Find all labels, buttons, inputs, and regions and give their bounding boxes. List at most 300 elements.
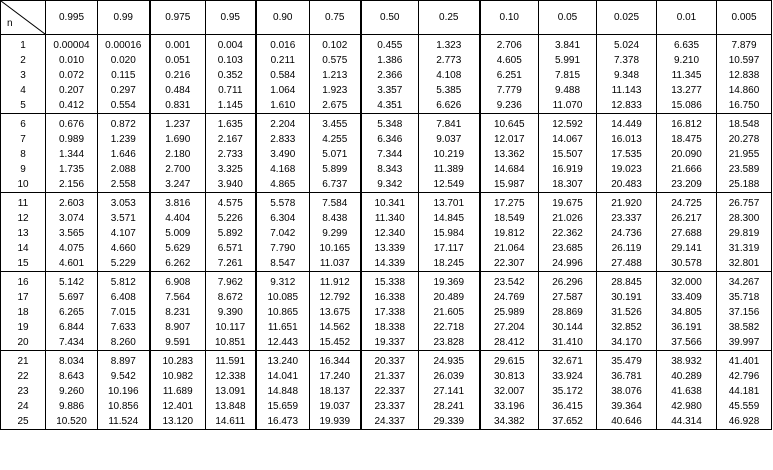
table-cell-value: 3.571 bbox=[98, 212, 150, 227]
table-cell-value: 8.897 bbox=[98, 350, 150, 369]
table-cell-value: 9.348 bbox=[597, 69, 657, 84]
table-cell-value: 8.672 bbox=[206, 291, 256, 306]
table-cell-value: 19.675 bbox=[539, 192, 597, 211]
table-cell-value: 19.037 bbox=[310, 399, 361, 414]
table-row bbox=[1, 162, 772, 177]
table-header bbox=[1, 1, 772, 35]
table-cell-value: 0.207 bbox=[46, 83, 98, 98]
table-cell-value: 0.211 bbox=[256, 54, 310, 69]
table-cell-value: 44.314 bbox=[657, 414, 717, 429]
table-cell-value: 10.341 bbox=[361, 192, 419, 211]
table-cell-value: 17.240 bbox=[310, 370, 361, 385]
table-cell-value: 44.181 bbox=[717, 385, 772, 400]
table-cell-value: 1.923 bbox=[310, 83, 361, 98]
table-cell-value: 14.860 bbox=[717, 83, 772, 98]
table-cell-value: 29.141 bbox=[657, 241, 717, 256]
table-cell-value: 16.473 bbox=[256, 414, 310, 429]
table-cell-value: 15.507 bbox=[539, 148, 597, 163]
column-header-probability: 0.975 bbox=[150, 1, 206, 35]
table-cell-value: 14.449 bbox=[597, 113, 657, 132]
table-cell-value: 2.603 bbox=[46, 192, 98, 211]
table-cell-value: 24.935 bbox=[419, 350, 480, 369]
table-row bbox=[1, 385, 772, 400]
n-label: n bbox=[7, 18, 13, 29]
row-degrees-of-freedom: 20 bbox=[1, 335, 46, 350]
table-cell-value: 1.646 bbox=[98, 148, 150, 163]
table-cell-value: 7.779 bbox=[480, 83, 539, 98]
table-cell-value: 4.865 bbox=[256, 177, 310, 192]
table-cell-value: 19.337 bbox=[361, 335, 419, 350]
table-cell-value: 6.908 bbox=[150, 271, 206, 290]
table-cell-value: 13.362 bbox=[480, 148, 539, 163]
table-cell-value: 10.219 bbox=[419, 148, 480, 163]
table-cell-value: 27.204 bbox=[480, 320, 539, 335]
table-cell-value: 6.251 bbox=[480, 69, 539, 84]
table-cell-value: 0.216 bbox=[150, 69, 206, 84]
table-cell-value: 9.299 bbox=[310, 227, 361, 242]
table-cell-value: 12.017 bbox=[480, 133, 539, 148]
table-cell-value: 5.024 bbox=[597, 35, 657, 54]
table-cell-value: 34.805 bbox=[657, 306, 717, 321]
table-cell-value: 32.671 bbox=[539, 350, 597, 369]
table-cell-value: 31.410 bbox=[539, 335, 597, 350]
table-cell-value: 30.813 bbox=[480, 370, 539, 385]
row-degrees-of-freedom: 11 bbox=[1, 192, 46, 211]
table-cell-value: 0.016 bbox=[256, 35, 310, 54]
table-cell-value: 2.700 bbox=[150, 162, 206, 177]
table-cell-value: 36.415 bbox=[539, 399, 597, 414]
table-cell-value: 10.865 bbox=[256, 306, 310, 321]
table-cell-value: 17.535 bbox=[597, 148, 657, 163]
column-header-probability: 0.005 bbox=[717, 1, 772, 35]
table-cell-value: 2.833 bbox=[256, 133, 310, 148]
table-cell-value: 14.611 bbox=[206, 414, 256, 429]
table-cell-value: 7.879 bbox=[717, 35, 772, 54]
table-cell-value: 6.635 bbox=[657, 35, 717, 54]
table-cell-value: 3.816 bbox=[150, 192, 206, 211]
table-cell-value: 4.075 bbox=[46, 241, 98, 256]
row-degrees-of-freedom: 17 bbox=[1, 291, 46, 306]
table-cell-value: 19.939 bbox=[310, 414, 361, 429]
table-cell-value: 7.015 bbox=[98, 306, 150, 321]
table-cell-value: 19.369 bbox=[419, 271, 480, 290]
column-header-probability: 0.99 bbox=[98, 1, 150, 35]
row-degrees-of-freedom: 5 bbox=[1, 98, 46, 113]
table-cell-value: 8.643 bbox=[46, 370, 98, 385]
table-cell-value: 15.086 bbox=[657, 98, 717, 113]
table-cell-value: 1.735 bbox=[46, 162, 98, 177]
column-header-probability: 0.75 bbox=[310, 1, 361, 35]
table-cell-value: 14.339 bbox=[361, 256, 419, 271]
table-cell-value: 21.064 bbox=[480, 241, 539, 256]
table-cell-value: 13.277 bbox=[657, 83, 717, 98]
table-cell-value: 28.869 bbox=[539, 306, 597, 321]
table-cell-value: 24.736 bbox=[597, 227, 657, 242]
table-row bbox=[1, 54, 772, 69]
table-cell-value: 8.907 bbox=[150, 320, 206, 335]
table-cell-value: 42.980 bbox=[657, 399, 717, 414]
table-cell-value: 12.549 bbox=[419, 177, 480, 192]
table-cell-value: 16.750 bbox=[717, 98, 772, 113]
table-cell-value: 13.240 bbox=[256, 350, 310, 369]
table-cell-value: 4.660 bbox=[98, 241, 150, 256]
table-cell-value: 5.071 bbox=[310, 148, 361, 163]
table-cell-value: 28.300 bbox=[717, 212, 772, 227]
table-cell-value: 4.351 bbox=[361, 98, 419, 113]
row-degrees-of-freedom: 23 bbox=[1, 385, 46, 400]
table-cell-value: 4.575 bbox=[206, 192, 256, 211]
table-cell-value: 15.452 bbox=[310, 335, 361, 350]
table-cell-value: 24.769 bbox=[480, 291, 539, 306]
table-cell-value: 10.165 bbox=[310, 241, 361, 256]
table-cell-value: 10.520 bbox=[46, 414, 98, 429]
table-cell-value: 3.841 bbox=[539, 35, 597, 54]
table-cell-value: 11.389 bbox=[419, 162, 480, 177]
table-cell-value: 19.023 bbox=[597, 162, 657, 177]
table-cell-value: 22.337 bbox=[361, 385, 419, 400]
table-cell-value: 3.325 bbox=[206, 162, 256, 177]
table-cell-value: 7.261 bbox=[206, 256, 256, 271]
table-cell-value: 1.145 bbox=[206, 98, 256, 113]
table-cell-value: 0.575 bbox=[310, 54, 361, 69]
table-cell-value: 13.339 bbox=[361, 241, 419, 256]
row-degrees-of-freedom: 4 bbox=[1, 83, 46, 98]
table-cell-value: 15.987 bbox=[480, 177, 539, 192]
table-cell-value: 5.009 bbox=[150, 227, 206, 242]
table-cell-value: 40.646 bbox=[597, 414, 657, 429]
table-cell-value: 0.676 bbox=[46, 113, 98, 132]
table-cell-value: 14.684 bbox=[480, 162, 539, 177]
table-cell-value: 3.357 bbox=[361, 83, 419, 98]
table-cell-value: 2.558 bbox=[98, 177, 150, 192]
table-cell-value: 23.828 bbox=[419, 335, 480, 350]
table-row bbox=[1, 133, 772, 148]
table-cell-value: 1.344 bbox=[46, 148, 98, 163]
table-row bbox=[1, 83, 772, 98]
header-row bbox=[1, 1, 772, 35]
column-header-probability: 0.05 bbox=[539, 1, 597, 35]
table-cell-value: 5.226 bbox=[206, 212, 256, 227]
table-cell-value: 9.542 bbox=[98, 370, 150, 385]
table-cell-value: 42.796 bbox=[717, 370, 772, 385]
table-cell-value: 26.119 bbox=[597, 241, 657, 256]
table-cell-value: 5.348 bbox=[361, 113, 419, 132]
table-cell-value: 6.571 bbox=[206, 241, 256, 256]
table-cell-value: 7.633 bbox=[98, 320, 150, 335]
table-cell-value: 27.587 bbox=[539, 291, 597, 306]
table-cell-value: 41.638 bbox=[657, 385, 717, 400]
table-cell-value: 13.848 bbox=[206, 399, 256, 414]
column-header-probability: 0.025 bbox=[597, 1, 657, 35]
table-cell-value: 1.323 bbox=[419, 35, 480, 54]
table-cell-value: 28.412 bbox=[480, 335, 539, 350]
table-cell-value: 20.278 bbox=[717, 133, 772, 148]
table-cell-value: 28.241 bbox=[419, 399, 480, 414]
table-cell-value: 26.757 bbox=[717, 192, 772, 211]
table-cell-value: 33.409 bbox=[657, 291, 717, 306]
table-cell-value: 2.180 bbox=[150, 148, 206, 163]
table-cell-value: 18.137 bbox=[310, 385, 361, 400]
table-cell-value: 6.408 bbox=[98, 291, 150, 306]
table-cell-value: 35.479 bbox=[597, 350, 657, 369]
table-cell-value: 23.685 bbox=[539, 241, 597, 256]
table-cell-value: 23.209 bbox=[657, 177, 717, 192]
column-header-probability: 0.50 bbox=[361, 1, 419, 35]
table-cell-value: 39.997 bbox=[717, 335, 772, 350]
table-row bbox=[1, 335, 772, 350]
table-cell-value: 26.217 bbox=[657, 212, 717, 227]
table-cell-value: 38.582 bbox=[717, 320, 772, 335]
table-cell-value: 37.156 bbox=[717, 306, 772, 321]
table-cell-value: 45.559 bbox=[717, 399, 772, 414]
table-cell-value: 21.026 bbox=[539, 212, 597, 227]
table-cell-value: 4.605 bbox=[480, 54, 539, 69]
table-cell-value: 12.838 bbox=[717, 69, 772, 84]
table-cell-value: 4.601 bbox=[46, 256, 98, 271]
row-degrees-of-freedom: 22 bbox=[1, 370, 46, 385]
table-cell-value: 11.651 bbox=[256, 320, 310, 335]
column-header-probability: 0.90 bbox=[256, 1, 310, 35]
table-row bbox=[1, 320, 772, 335]
table-cell-value: 9.312 bbox=[256, 271, 310, 290]
table-cell-value: 5.899 bbox=[310, 162, 361, 177]
row-degrees-of-freedom: 13 bbox=[1, 227, 46, 242]
table-cell-value: 10.597 bbox=[717, 54, 772, 69]
table-cell-value: 7.344 bbox=[361, 148, 419, 163]
table-cell-value: 6.844 bbox=[46, 320, 98, 335]
table-cell-value: 16.013 bbox=[597, 133, 657, 148]
table-cell-value: 0.352 bbox=[206, 69, 256, 84]
table-row bbox=[1, 291, 772, 306]
table-cell-value: 14.067 bbox=[539, 133, 597, 148]
row-degrees-of-freedom: 2 bbox=[1, 54, 46, 69]
table-cell-value: 3.455 bbox=[310, 113, 361, 132]
row-degrees-of-freedom: 18 bbox=[1, 306, 46, 321]
table-cell-value: 18.549 bbox=[480, 212, 539, 227]
row-degrees-of-freedom: 12 bbox=[1, 212, 46, 227]
table-cell-value: 5.991 bbox=[539, 54, 597, 69]
table-cell-value: 16.344 bbox=[310, 350, 361, 369]
table-cell-value: 22.718 bbox=[419, 320, 480, 335]
table-cell-value: 0.115 bbox=[98, 69, 150, 84]
table-row bbox=[1, 370, 772, 385]
table-cell-value: 6.626 bbox=[419, 98, 480, 113]
table-cell-value: 4.404 bbox=[150, 212, 206, 227]
table-cell-value: 24.725 bbox=[657, 192, 717, 211]
table-cell-value: 9.342 bbox=[361, 177, 419, 192]
table-cell-value: 8.034 bbox=[46, 350, 98, 369]
table-cell-value: 0.00004 bbox=[46, 35, 98, 54]
table-row bbox=[1, 350, 772, 369]
table-cell-value: 12.792 bbox=[310, 291, 361, 306]
table-cell-value: 32.852 bbox=[597, 320, 657, 335]
table-cell-value: 22.362 bbox=[539, 227, 597, 242]
table-row bbox=[1, 113, 772, 132]
table-cell-value: 14.845 bbox=[419, 212, 480, 227]
table-cell-value: 3.490 bbox=[256, 148, 310, 163]
table-cell-value: 3.247 bbox=[150, 177, 206, 192]
table-cell-value: 27.488 bbox=[597, 256, 657, 271]
table-cell-value: 17.338 bbox=[361, 306, 419, 321]
column-header-probability: 0.95 bbox=[206, 1, 256, 35]
table-cell-value: 18.245 bbox=[419, 256, 480, 271]
row-degrees-of-freedom: 9 bbox=[1, 162, 46, 177]
table-row bbox=[1, 414, 772, 429]
table-cell-value: 9.210 bbox=[657, 54, 717, 69]
table-cell-value: 10.982 bbox=[150, 370, 206, 385]
table-cell-value: 6.262 bbox=[150, 256, 206, 271]
corner-cell bbox=[1, 1, 46, 35]
table-cell-value: 9.236 bbox=[480, 98, 539, 113]
table-cell-value: 0.711 bbox=[206, 83, 256, 98]
table-cell-value: 0.004 bbox=[206, 35, 256, 54]
row-degrees-of-freedom: 10 bbox=[1, 177, 46, 192]
table-cell-value: 0.010 bbox=[46, 54, 98, 69]
table-cell-value: 9.037 bbox=[419, 133, 480, 148]
table-cell-value: 33.924 bbox=[539, 370, 597, 385]
table-cell-value: 11.037 bbox=[310, 256, 361, 271]
table-cell-value: 23.337 bbox=[361, 399, 419, 414]
table-cell-value: 37.566 bbox=[657, 335, 717, 350]
table-cell-value: 18.548 bbox=[717, 113, 772, 132]
table-cell-value: 13.701 bbox=[419, 192, 480, 211]
row-degrees-of-freedom: 25 bbox=[1, 414, 46, 429]
table-cell-value: 10.283 bbox=[150, 350, 206, 369]
table-cell-value: 15.338 bbox=[361, 271, 419, 290]
table-cell-value: 7.042 bbox=[256, 227, 310, 242]
table-row bbox=[1, 177, 772, 192]
table-cell-value: 2.733 bbox=[206, 148, 256, 163]
table-row bbox=[1, 271, 772, 290]
table-cell-value: 11.070 bbox=[539, 98, 597, 113]
row-degrees-of-freedom: 6 bbox=[1, 113, 46, 132]
table-cell-value: 9.488 bbox=[539, 83, 597, 98]
table-cell-value: 5.629 bbox=[150, 241, 206, 256]
table-cell-value: 15.659 bbox=[256, 399, 310, 414]
table-cell-value: 8.260 bbox=[98, 335, 150, 350]
table-cell-value: 0.872 bbox=[98, 113, 150, 132]
table-cell-value: 25.188 bbox=[717, 177, 772, 192]
table-cell-value: 21.605 bbox=[419, 306, 480, 321]
table-cell-value: 23.589 bbox=[717, 162, 772, 177]
table-cell-value: 28.845 bbox=[597, 271, 657, 290]
table-cell-value: 8.438 bbox=[310, 212, 361, 227]
table-cell-value: 18.307 bbox=[539, 177, 597, 192]
table-cell-value: 12.592 bbox=[539, 113, 597, 132]
table-cell-value: 31.319 bbox=[717, 241, 772, 256]
table-cell-value: 37.652 bbox=[539, 414, 597, 429]
row-degrees-of-freedom: 24 bbox=[1, 399, 46, 414]
table-cell-value: 0.455 bbox=[361, 35, 419, 54]
table-cell-value: 0.00016 bbox=[98, 35, 150, 54]
table-cell-value: 0.831 bbox=[150, 98, 206, 113]
table-cell-value: 14.848 bbox=[256, 385, 310, 400]
table-cell-value: 10.645 bbox=[480, 113, 539, 132]
table-cell-value: 21.920 bbox=[597, 192, 657, 211]
table-cell-value: 4.168 bbox=[256, 162, 310, 177]
table-cell-value: 7.815 bbox=[539, 69, 597, 84]
table-cell-value: 1.064 bbox=[256, 83, 310, 98]
table-cell-value: 38.932 bbox=[657, 350, 717, 369]
table-cell-value: 39.364 bbox=[597, 399, 657, 414]
table-cell-value: 30.144 bbox=[539, 320, 597, 335]
table-cell-value: 5.892 bbox=[206, 227, 256, 242]
table-cell-value: 2.366 bbox=[361, 69, 419, 84]
table-cell-value: 2.706 bbox=[480, 35, 539, 54]
table-cell-value: 0.297 bbox=[98, 83, 150, 98]
table-cell-value: 17.275 bbox=[480, 192, 539, 211]
table-cell-value: 13.091 bbox=[206, 385, 256, 400]
table-cell-value: 32.007 bbox=[480, 385, 539, 400]
table-row bbox=[1, 399, 772, 414]
table-cell-value: 34.267 bbox=[717, 271, 772, 290]
table-cell-value: 7.790 bbox=[256, 241, 310, 256]
column-header-probability: 0.10 bbox=[480, 1, 539, 35]
table-cell-value: 1.635 bbox=[206, 113, 256, 132]
table-cell-value: 11.591 bbox=[206, 350, 256, 369]
table-cell-value: 0.051 bbox=[150, 54, 206, 69]
table-cell-value: 7.962 bbox=[206, 271, 256, 290]
table-cell-value: 21.337 bbox=[361, 370, 419, 385]
table-cell-value: 27.141 bbox=[419, 385, 480, 400]
row-degrees-of-freedom: 19 bbox=[1, 320, 46, 335]
table-cell-value: 0.001 bbox=[150, 35, 206, 54]
table-cell-value: 41.401 bbox=[717, 350, 772, 369]
table-row bbox=[1, 256, 772, 271]
column-header-probability: 0.25 bbox=[419, 1, 480, 35]
table-cell-value: 26.039 bbox=[419, 370, 480, 385]
table-cell-value: 10.851 bbox=[206, 335, 256, 350]
table-row bbox=[1, 148, 772, 163]
row-degrees-of-freedom: 21 bbox=[1, 350, 46, 369]
table-cell-value: 5.142 bbox=[46, 271, 98, 290]
table-cell-value: 36.191 bbox=[657, 320, 717, 335]
table-cell-value: 9.260 bbox=[46, 385, 98, 400]
table-cell-value: 12.401 bbox=[150, 399, 206, 414]
table-cell-value: 11.340 bbox=[361, 212, 419, 227]
table-cell-value: 0.412 bbox=[46, 98, 98, 113]
table-row bbox=[1, 69, 772, 84]
table-row bbox=[1, 98, 772, 113]
table-cell-value: 2.675 bbox=[310, 98, 361, 113]
table-cell-value: 0.020 bbox=[98, 54, 150, 69]
table-cell-value: 16.338 bbox=[361, 291, 419, 306]
table-cell-value: 10.856 bbox=[98, 399, 150, 414]
table-cell-value: 11.524 bbox=[98, 414, 150, 429]
table-cell-value: 0.484 bbox=[150, 83, 206, 98]
table-row bbox=[1, 227, 772, 242]
table-cell-value: 16.919 bbox=[539, 162, 597, 177]
table-cell-value: 4.255 bbox=[310, 133, 361, 148]
table-cell-value: 20.337 bbox=[361, 350, 419, 369]
table-cell-value: 11.912 bbox=[310, 271, 361, 290]
table-cell-value: 35.172 bbox=[539, 385, 597, 400]
table-cell-value: 12.338 bbox=[206, 370, 256, 385]
table-cell-value: 12.340 bbox=[361, 227, 419, 242]
row-degrees-of-freedom: 15 bbox=[1, 256, 46, 271]
table-cell-value: 12.833 bbox=[597, 98, 657, 113]
table-cell-value: 7.434 bbox=[46, 335, 98, 350]
column-header-probability: 0.995 bbox=[46, 1, 98, 35]
table-cell-value: 7.564 bbox=[150, 291, 206, 306]
table-cell-value: 30.578 bbox=[657, 256, 717, 271]
table-cell-value: 15.984 bbox=[419, 227, 480, 242]
table-cell-value: 34.170 bbox=[597, 335, 657, 350]
table-cell-value: 33.196 bbox=[480, 399, 539, 414]
table-cell-value: 5.697 bbox=[46, 291, 98, 306]
table-cell-value: 0.102 bbox=[310, 35, 361, 54]
table-cell-value: 2.167 bbox=[206, 133, 256, 148]
